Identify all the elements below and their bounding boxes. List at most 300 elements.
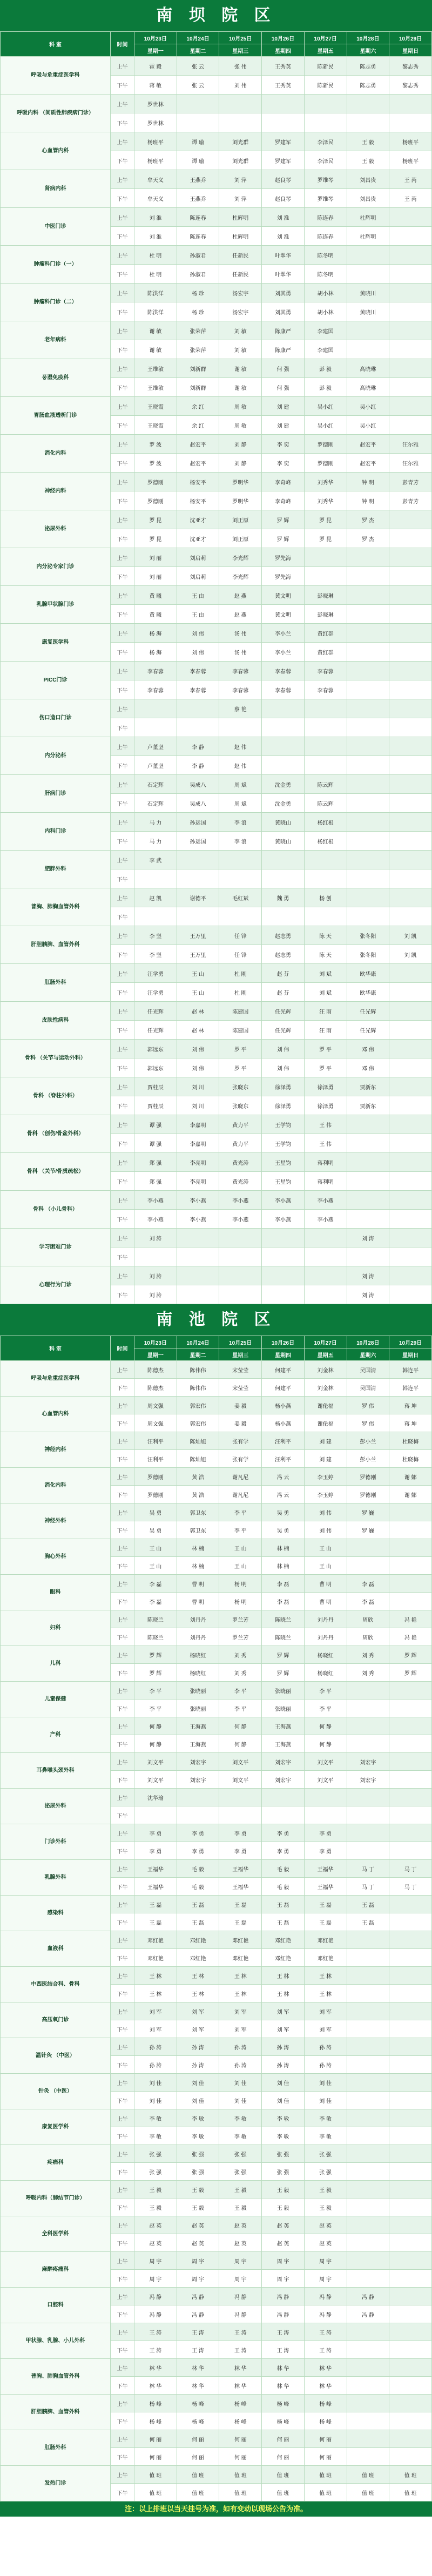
doctor-cell: 李嘉明	[177, 1115, 219, 1134]
doctor-cell: 何 丽	[304, 2448, 347, 2466]
schedule-row	[1, 2216, 432, 2234]
session-label: 上午	[111, 397, 134, 416]
doctor-cell: 王福华	[134, 1860, 177, 1878]
date-header: 10月29日	[389, 32, 432, 44]
doctor-cell: 赵 燕	[219, 605, 262, 624]
doctor-cell	[347, 1682, 389, 1700]
doctor-cell	[347, 1842, 389, 1860]
doctor-cell	[389, 1700, 432, 1717]
doctor-cell: 赵 英	[262, 2216, 305, 2234]
doctor-cell: 赵 英	[134, 2234, 177, 2252]
doctor-cell	[389, 2430, 432, 2448]
doctor-cell: 张 云	[177, 76, 219, 95]
doctor-cell: 王 磊	[219, 1896, 262, 1913]
doctor-cell: 冯 云	[262, 1468, 305, 1486]
weekday-header: 星期六	[347, 1348, 389, 1361]
doctor-cell: 王 毅	[347, 132, 389, 151]
session-label: 上午	[111, 208, 134, 227]
doctor-cell	[347, 1967, 389, 1985]
doctor-cell: 李 勇	[134, 1824, 177, 1842]
doctor-cell: 刘 军	[262, 2020, 305, 2038]
doctor-cell: 陈德杰	[134, 1379, 177, 1397]
doctor-cell: 郭宏伟	[177, 1397, 219, 1414]
doctor-cell: 邓红艳	[304, 1949, 347, 1967]
session-label: 下午	[111, 1450, 134, 1468]
dept-name: 产科	[1, 1717, 111, 1753]
doctor-cell	[347, 1539, 389, 1557]
doctor-cell: 杜 刚	[219, 964, 262, 983]
doctor-cell	[389, 1002, 432, 1021]
doctor-cell: 林 华	[262, 2377, 305, 2395]
doctor-cell: 杨 珍	[177, 302, 219, 321]
doctor-cell: 李 敏	[134, 2109, 177, 2127]
dept-name: 麻醉疼痛科	[1, 2252, 111, 2288]
doctor-cell: 陈康严	[262, 340, 305, 359]
doctor-cell: 孙 涛	[262, 2056, 305, 2074]
doctor-cell: 周 宇	[304, 2270, 347, 2288]
doctor-cell: 欧华康	[347, 964, 389, 983]
doctor-cell: 王 山	[134, 1539, 177, 1557]
doctor-cell	[389, 2395, 432, 2412]
session-label: 上午	[111, 321, 134, 340]
session-label: 下午	[111, 1735, 134, 1753]
date-header: 10月29日	[389, 1336, 432, 1348]
doctor-cell: 张冬阳	[347, 945, 389, 964]
session-label: 下午	[111, 2092, 134, 2109]
doctor-cell: 黄文明	[262, 586, 305, 605]
doctor-cell	[389, 699, 432, 718]
doctor-cell: 冯 艳	[389, 1610, 432, 1628]
doctor-cell: 孙 涛	[304, 2056, 347, 2074]
session-label: 下午	[111, 605, 134, 624]
doctor-cell: 谢 敏	[134, 340, 177, 359]
doctor-cell: 刘 佳	[177, 2074, 219, 2092]
doctor-cell: 何 静	[304, 1735, 347, 1753]
session-label: 下午	[111, 2020, 134, 2038]
session-label: 上午	[111, 2109, 134, 2127]
doctor-cell: 刘 静	[219, 435, 262, 454]
session-label: 下午	[111, 2412, 134, 2430]
doctor-cell: 罗先海	[262, 548, 305, 567]
session-label: 下午	[111, 2484, 134, 2501]
doctor-cell: 值 班	[219, 2466, 262, 2484]
doctor-cell	[389, 416, 432, 435]
doctor-cell: 赵 伟	[219, 737, 262, 756]
doctor-cell: 王 涛	[177, 2341, 219, 2359]
doctor-cell: 李小燕	[304, 1210, 347, 1229]
doctor-cell: 周 斌	[219, 794, 262, 813]
doctor-cell: 冯 云	[262, 1486, 305, 1503]
session-label: 下午	[111, 302, 134, 321]
doctor-cell: 王海燕	[262, 1717, 305, 1735]
doctor-cell	[389, 359, 432, 378]
doctor-cell: 汤 伟	[219, 624, 262, 643]
doctor-cell: 刘 川	[177, 1077, 219, 1096]
session-label: 下午	[111, 491, 134, 510]
doctor-cell: 刘 佳	[177, 2092, 219, 2109]
doctor-cell: 张 强	[219, 2145, 262, 2163]
doctor-cell: 李 磊	[347, 1593, 389, 1610]
doctor-cell	[389, 832, 432, 851]
doctor-cell: 李春蓉	[177, 662, 219, 680]
doctor-cell: 值 班	[304, 2484, 347, 2501]
session-label: 下午	[111, 1878, 134, 1896]
dept-name: 感染科	[1, 1896, 111, 1931]
doctor-cell	[177, 1247, 219, 1266]
doctor-cell	[347, 832, 389, 851]
session-label: 上午	[111, 1539, 134, 1557]
doctor-cell: 余 红	[177, 416, 219, 435]
schedule-row	[1, 1789, 432, 1806]
doctor-cell	[304, 548, 347, 567]
doctor-cell: 刘正原	[219, 529, 262, 548]
dept-name: 康复医学科	[1, 2109, 111, 2145]
dept-name: 眼科	[1, 1575, 111, 1610]
doctor-cell: 陈德杰	[134, 1361, 177, 1379]
schedule-row	[1, 170, 432, 189]
dept-name: 肝胆胰脾、血管外科	[1, 2395, 111, 2430]
doctor-cell	[347, 2430, 389, 2448]
doctor-cell: 罗明华	[219, 473, 262, 491]
doctor-cell	[389, 2341, 432, 2359]
doctor-cell: 王 磊	[134, 1913, 177, 1931]
doctor-cell: 王 涛	[304, 2323, 347, 2341]
session-label: 上午	[111, 1397, 134, 1414]
doctor-cell: 王秀英	[262, 57, 305, 76]
doctor-cell: 赵宏平	[177, 454, 219, 473]
doctor-cell: 吴 勇	[262, 1521, 305, 1539]
doctor-cell: 张晓东	[219, 1096, 262, 1115]
date-header: 10月28日	[347, 32, 389, 44]
dept-name: 泌尿外科	[1, 510, 111, 548]
dept-name: 肿瘤科门诊（一）	[1, 246, 111, 284]
doctor-cell	[347, 851, 389, 869]
weekday-header: 星期五	[304, 1348, 347, 1361]
session-label: 下午	[111, 1700, 134, 1717]
doctor-cell: 何 静	[134, 1735, 177, 1753]
doctor-cell: 罗 平	[304, 1058, 347, 1077]
doctor-cell: 李 平	[219, 1682, 262, 1700]
doctor-cell: 王福华	[219, 1860, 262, 1878]
doctor-cell	[389, 737, 432, 756]
doctor-cell: 邓红艳	[177, 1931, 219, 1949]
doctor-cell: 刘丹丹	[177, 1628, 219, 1646]
schedule-row	[1, 926, 432, 945]
doctor-cell: 牟天义	[134, 189, 177, 208]
doctor-cell: 王 芮	[389, 170, 432, 189]
doctor-cell: 何 丽	[219, 2448, 262, 2466]
dept-name: 伤口造口门诊	[1, 699, 111, 737]
doctor-cell	[389, 2038, 432, 2056]
doctor-cell: 李 磊	[134, 1575, 177, 1593]
doctor-cell: 陈连春	[304, 208, 347, 227]
date-header: 10月26日	[262, 32, 305, 44]
session-label: 上午	[111, 1789, 134, 1806]
doctor-cell	[262, 737, 305, 756]
date-header: 10月24日	[177, 32, 219, 44]
doctor-cell: 邓红艳	[219, 1949, 262, 1967]
schedule-row	[1, 2359, 432, 2377]
doctor-cell: 李小燕	[134, 1191, 177, 1210]
doctor-cell: 彭晓琳	[304, 605, 347, 624]
doctor-cell: 王 毅	[219, 2181, 262, 2199]
doctor-cell	[389, 1077, 432, 1096]
doctor-cell	[389, 567, 432, 586]
dept-name: 消化内科	[1, 1468, 111, 1503]
doctor-cell: 王 山	[304, 1539, 347, 1557]
doctor-cell: 王维敏	[134, 378, 177, 397]
nanchi-title: 南 池 院 区	[0, 1304, 432, 1336]
doctor-cell: 王 毅	[304, 2199, 347, 2216]
doctor-cell: 王 毅	[262, 2199, 305, 2216]
doctor-cell: 周文强	[134, 1414, 177, 1432]
session-label: 上午	[111, 851, 134, 869]
doctor-cell: 杨班平	[134, 132, 177, 151]
schedule-row	[1, 1682, 432, 1700]
doctor-cell	[389, 2199, 432, 2216]
doctor-cell: 刘 川	[177, 1096, 219, 1115]
doctor-cell: 刘 伟	[304, 1521, 347, 1539]
dept-name: 消化内科	[1, 435, 111, 473]
doctor-cell: 张荣萍	[177, 340, 219, 359]
session-label: 下午	[111, 265, 134, 284]
doctor-cell: 李 平	[219, 1700, 262, 1717]
doctor-cell: 任光辉	[262, 1021, 305, 1040]
doctor-cell: 李小燕	[177, 1191, 219, 1210]
doctor-cell: 张 强	[262, 2145, 305, 2163]
doctor-cell: 值 班	[219, 2484, 262, 2501]
schedule-row	[1, 1229, 432, 1247]
schedule-row	[1, 2181, 432, 2199]
doctor-cell: 陈新民	[304, 76, 347, 95]
schedule-row	[1, 1717, 432, 1735]
doctor-cell: 邓红艳	[134, 1949, 177, 1967]
session-label: 下午	[111, 1285, 134, 1304]
doctor-cell: 刘丹丹	[177, 1610, 219, 1628]
session-label: 下午	[111, 378, 134, 397]
doctor-cell: 刘宏宇	[177, 1753, 219, 1771]
dept-name: 肝病门诊	[1, 775, 111, 813]
doctor-cell: 彭青芳	[389, 491, 432, 510]
doctor-cell: 赵良琴	[262, 189, 305, 208]
session-label: 下午	[111, 1247, 134, 1266]
doctor-cell: 黄力平	[219, 1115, 262, 1134]
doctor-cell	[304, 851, 347, 869]
doctor-cell: 蒋利明	[304, 1172, 347, 1191]
doctor-cell: 黄晓山	[262, 832, 305, 851]
doctor-cell: 郭远东	[134, 1040, 177, 1058]
doctor-cell: 李 浪	[219, 813, 262, 832]
doctor-cell	[347, 1172, 389, 1191]
doctor-cell: 彭小兰	[347, 1432, 389, 1450]
session-label: 上午	[111, 1153, 134, 1172]
session-label: 上午	[111, 57, 134, 76]
dept-name: PICC门诊	[1, 662, 111, 699]
doctor-cell: 陈晓兰	[134, 1628, 177, 1646]
doctor-cell	[389, 2252, 432, 2270]
doctor-cell	[347, 888, 389, 907]
doctor-cell: 王 涛	[219, 2323, 262, 2341]
session-label: 上午	[111, 1575, 134, 1593]
session-label: 上午	[111, 964, 134, 983]
doctor-cell: 值 班	[304, 2466, 347, 2484]
doctor-cell: 孙淑君	[177, 265, 219, 284]
doctor-cell	[347, 680, 389, 699]
doctor-cell	[347, 2092, 389, 2109]
nanchi-table-head	[1, 1336, 432, 1361]
doctor-cell: 林 华	[219, 2359, 262, 2377]
doctor-cell	[389, 2323, 432, 2341]
doctor-cell: 王 毅	[177, 2199, 219, 2216]
doctor-cell: 刘光群	[219, 132, 262, 151]
doctor-cell	[389, 2216, 432, 2234]
schedule-row	[1, 775, 432, 794]
doctor-cell: 王维敏	[134, 359, 177, 378]
doctor-cell: 王晓霞	[134, 416, 177, 435]
nanchi-table-body	[1, 1361, 432, 2501]
doctor-cell: 刘 淮	[262, 208, 305, 227]
nanchi-schedule-table	[0, 1336, 432, 2501]
doctor-cell: 邓红艳	[304, 1931, 347, 1949]
doctor-cell: 冯 静	[177, 2305, 219, 2323]
session-label: 上午	[111, 2252, 134, 2270]
dept-name: 呼吸与危重症医学科	[1, 1361, 111, 1397]
doctor-cell: 沈金勇	[262, 794, 305, 813]
session-label: 下午	[111, 76, 134, 95]
session-label: 下午	[111, 1806, 134, 1824]
doctor-cell: 徐泽勇	[304, 1096, 347, 1115]
doctor-cell: 徐泽勇	[262, 1077, 305, 1096]
doctor-cell: 罗世林	[134, 95, 177, 113]
session-label: 下午	[111, 2199, 134, 2216]
doctor-cell: 李小燕	[219, 1191, 262, 1210]
doctor-cell	[347, 2181, 389, 2199]
doctor-cell	[347, 1985, 389, 2002]
doctor-cell	[389, 756, 432, 775]
doctor-cell: 陈晓兰	[262, 1628, 305, 1646]
doctor-cell	[219, 1266, 262, 1285]
schedule-row	[1, 246, 432, 265]
schedule-row	[1, 1931, 432, 1949]
doctor-cell: 陈伟伟	[177, 1379, 219, 1397]
doctor-cell: 杨班平	[389, 132, 432, 151]
schedule-row	[1, 1361, 432, 1379]
doctor-cell	[389, 1842, 432, 1860]
doctor-cell	[347, 548, 389, 567]
doctor-cell: 张有学	[219, 1432, 262, 1450]
doctor-cell: 林 楠	[177, 1539, 219, 1557]
doctor-cell: 王 山	[177, 964, 219, 983]
session-label: 下午	[111, 756, 134, 775]
doctor-cell: 高晓琳	[347, 359, 389, 378]
doctor-cell	[219, 869, 262, 888]
dept-name: 肥胖外科	[1, 851, 111, 888]
doctor-cell: 刘文平	[304, 1753, 347, 1771]
doctor-cell: 刘丹丹	[304, 1610, 347, 1628]
doctor-cell: 刘昌贵	[347, 189, 389, 208]
doctor-cell: 王福华	[304, 1878, 347, 1896]
doctor-cell: 李春蓉	[304, 662, 347, 680]
doctor-cell: 王 磊	[219, 1913, 262, 1931]
doctor-cell: 谢 敏	[219, 378, 262, 397]
doctor-cell	[177, 718, 219, 737]
doctor-cell: 李 磊	[347, 1575, 389, 1593]
schedule-row	[1, 57, 432, 76]
doctor-cell: 李 敏	[177, 2127, 219, 2145]
doctor-cell: 张冬阳	[347, 926, 389, 945]
doctor-cell: 罗 辉	[389, 1646, 432, 1664]
doctor-cell	[219, 95, 262, 113]
doctor-cell: 陈 天	[304, 945, 347, 964]
doctor-cell: 王 涛	[262, 2323, 305, 2341]
doctor-cell: 李小燕	[262, 1210, 305, 1229]
doctor-cell: 郭宏伟	[177, 1414, 219, 1432]
doctor-cell: 谢 娜	[389, 1486, 432, 1503]
doctor-cell: 汪利平	[134, 1432, 177, 1450]
dept-name: 心血管内科	[1, 132, 111, 170]
dept-name: 儿童保健	[1, 1682, 111, 1717]
dept-name: 乳腺甲状腺门诊	[1, 586, 111, 624]
session-label: 上午	[111, 2288, 134, 2305]
doctor-cell	[304, 1266, 347, 1285]
doctor-cell	[389, 1266, 432, 1285]
doctor-cell: 汪利平	[262, 1450, 305, 1468]
doctor-cell	[389, 1771, 432, 1789]
doctor-cell: 汪学勇	[134, 964, 177, 983]
doctor-cell: 汪 雨	[304, 1021, 347, 1040]
doctor-cell: 罗 辉	[389, 1664, 432, 1682]
doctor-cell: 张 强	[304, 2145, 347, 2163]
doctor-cell	[347, 2145, 389, 2163]
doctor-cell	[347, 2234, 389, 2252]
doctor-cell	[389, 1985, 432, 2002]
doctor-cell: 黄晓川	[347, 302, 389, 321]
doctor-cell: 曹 明	[304, 1593, 347, 1610]
doctor-cell: 罗 辉	[134, 1664, 177, 1682]
doctor-cell	[389, 1134, 432, 1153]
doctor-cell: 王 毅	[134, 2199, 177, 2216]
session-label: 上午	[111, 1191, 134, 1210]
doctor-cell	[389, 1557, 432, 1575]
doctor-cell	[389, 794, 432, 813]
session-label: 上午	[111, 926, 134, 945]
doctor-cell: 周 宇	[219, 2270, 262, 2288]
doctor-cell: 值 班	[389, 2484, 432, 2501]
session-label: 上午	[111, 624, 134, 643]
doctor-cell	[389, 869, 432, 888]
doctor-cell: 赵 凯	[134, 888, 177, 907]
doctor-cell	[177, 95, 219, 113]
doctor-cell: 刘 佳	[262, 2074, 305, 2092]
doctor-cell: 陈洪洋	[134, 284, 177, 302]
doctor-cell: 王 山	[134, 1557, 177, 1575]
doctor-cell: 林 华	[304, 2377, 347, 2395]
doctor-cell: 李 敏	[304, 2127, 347, 2145]
doctor-cell: 王 毅	[219, 2199, 262, 2216]
doctor-cell: 王燕乔	[177, 189, 219, 208]
doctor-cell: 贾新东	[347, 1077, 389, 1096]
session-label: 下午	[111, 1842, 134, 1860]
doctor-cell: 周欣	[347, 1628, 389, 1646]
doctor-cell: 王 山	[177, 983, 219, 1002]
doctor-cell: 王 林	[134, 1985, 177, 2002]
doctor-cell: 李奇峰	[262, 491, 305, 510]
doctor-cell	[304, 718, 347, 737]
doctor-cell	[347, 1789, 389, 1806]
doctor-cell: 吴成八	[177, 775, 219, 794]
session-label: 上午	[111, 2216, 134, 2234]
doctor-cell: 曹 明	[177, 1593, 219, 1610]
